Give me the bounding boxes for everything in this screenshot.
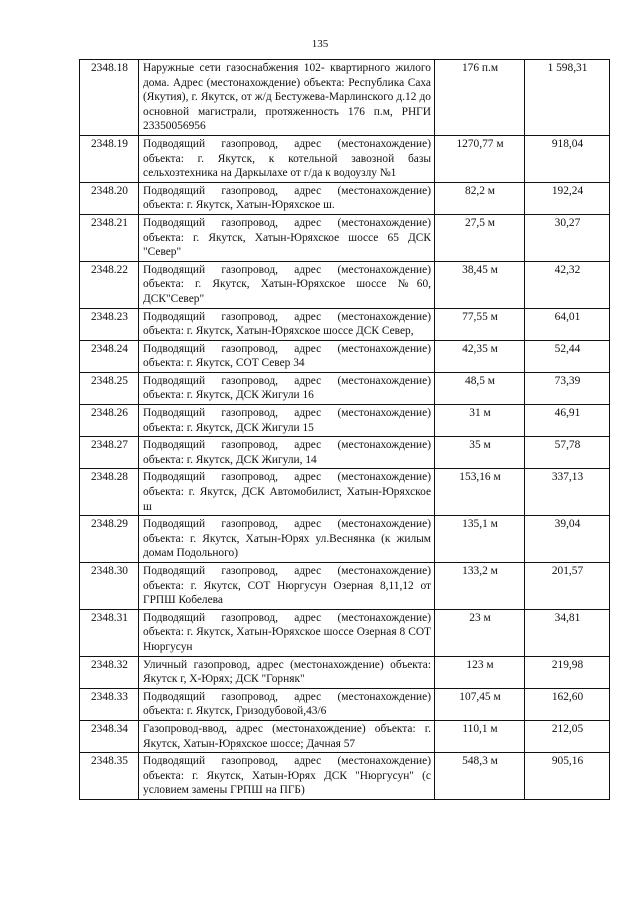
- cell-number: 2348.19: [80, 135, 139, 182]
- table-row: [80, 753, 610, 800]
- cell-value: 46,91: [525, 405, 610, 437]
- cell-length: 123 м: [435, 656, 525, 688]
- cell-length: 35 м: [435, 437, 525, 469]
- cell-number: 2348.33: [80, 688, 139, 720]
- cell-description: Газопровод-ввод, адрес (местонахождение) объекта: г. Якутск, Хатын-Юряхское шоссе; Дачная 57: [139, 720, 435, 752]
- table-row: [80, 688, 610, 720]
- cell-value: 201,57: [525, 563, 610, 610]
- cell-number: 2348.22: [80, 261, 139, 308]
- cell-number: 2348.29: [80, 516, 139, 563]
- cell-number: 2348.28: [80, 469, 139, 516]
- table-row: [80, 214, 610, 261]
- cell-description: Подводящий газопровод, адрес (местонахождение) объекта: г. Якутск, Хатын-Юрях ул.Веснянка (к жилым домам Подольного): [139, 516, 435, 563]
- cell-value: 192,24: [525, 182, 610, 214]
- cell-number: 2348.35: [80, 753, 139, 800]
- cell-value: 64,01: [525, 308, 610, 340]
- cell-value: 219,98: [525, 656, 610, 688]
- cell-description: Подводящий газопровод, адрес (местонахождение) объекта: г. Якутск, ДСК Жигули 15: [139, 405, 435, 437]
- cell-number: 2348.31: [80, 609, 139, 656]
- table-row: [80, 308, 610, 340]
- cell-length: 42,35 м: [435, 340, 525, 372]
- cell-length: 107,45 м: [435, 688, 525, 720]
- cell-length: 23 м: [435, 609, 525, 656]
- cell-description: Наружные сети газоснабжения 102- квартирного жилого дома. Адрес (местонахождение) объекта: Республика Саха (Якутия), г. Якутск, от ж/д Бестужева-Марлинского д.12 до основной магистрали, протяженность 176 п.м, РНГИ 23350056956: [139, 60, 435, 136]
- cell-length: 110,1 м: [435, 720, 525, 752]
- cell-value: 30,27: [525, 214, 610, 261]
- cell-description: Подводящий газопровод, адрес (местонахождение) объекта: г. Якутск, Гризодубовой,43/6: [139, 688, 435, 720]
- cell-number: 2348.21: [80, 214, 139, 261]
- cell-description: Подводящий газопровод, адрес (местонахождение) объекта: г. Якутск, Хатын-Юряхское шоссе №60, ДСК"Север": [139, 261, 435, 308]
- cell-length: 135,1 м: [435, 516, 525, 563]
- page-number: 135: [311, 38, 329, 50]
- cell-description: Подводящий газопровод, адрес (местонахождение) объекта: г. Якутск, Хатын-Юряхское ш.: [139, 182, 435, 214]
- cell-value: 918,04: [525, 135, 610, 182]
- cell-number: 2348.32: [80, 656, 139, 688]
- cell-number: 2348.26: [80, 405, 139, 437]
- cell-description: Подводящий газопровод, адрес (местонахождение) объекта: г. Якутск, Хатын-Юряхское шоссе ДСК Север,: [139, 308, 435, 340]
- cell-value: 73,39: [525, 372, 610, 404]
- cell-number: 2348.24: [80, 340, 139, 372]
- cell-number: 2348.18: [80, 60, 139, 136]
- cell-description: Подводящий газопровод, адрес (местонахождение) объекта: г. Якутск, Хатын-Юрях ДСК "Нюргусун" (с условием замены ГРПШ на ПГБ): [139, 753, 435, 800]
- table-row: [80, 135, 610, 182]
- table-row: [80, 182, 610, 214]
- table-row: [80, 261, 610, 308]
- cell-description: Подводящий газопровод, адрес (местонахождение) объекта: г. Якутск, Хатын-Юряхское шоссе 65 ДСК "Север": [139, 214, 435, 261]
- cell-length: 548,3 м: [435, 753, 525, 800]
- cell-length: 77,55 м: [435, 308, 525, 340]
- cell-number: 2348.23: [80, 308, 139, 340]
- registry-table: [79, 59, 610, 800]
- registry-body: [80, 60, 610, 800]
- cell-description: Подводящий газопровод, адрес (местонахождение) объекта: г. Якутск, к котельной завозной базы сельхозтехника на Даркылахе от г/да к водоузлу №1: [139, 135, 435, 182]
- cell-value: 905,16: [525, 753, 610, 800]
- cell-number: 2348.20: [80, 182, 139, 214]
- cell-length: 82,2 м: [435, 182, 525, 214]
- cell-value: 52,44: [525, 340, 610, 372]
- cell-value: 1 598,31: [525, 60, 610, 136]
- cell-value: 39,04: [525, 516, 610, 563]
- cell-length: 1270,77 м: [435, 135, 525, 182]
- table-row: [80, 656, 610, 688]
- cell-description: Уличный газопровод, адрес (местонахождение) объекта: Якутск г, Х-Юрях; ДСК "Горняк": [139, 656, 435, 688]
- cell-description: Подводящий газопровод, адрес (местонахождение) объекта: г. Якутск, ДСК Жигули, 14: [139, 437, 435, 469]
- table-row: [80, 516, 610, 563]
- cell-length: 133,2 м: [435, 563, 525, 610]
- cell-value: 57,78: [525, 437, 610, 469]
- cell-description: Подводящий газопровод, адрес (местонахождение) объекта: г. Якутск, Хатын-Юряхское шоссе Озерная 8 СОТ Нюргусун: [139, 609, 435, 656]
- cell-length: 27,5 м: [435, 214, 525, 261]
- cell-value: 42,32: [525, 261, 610, 308]
- table-row: [80, 60, 610, 136]
- cell-number: 2348.27: [80, 437, 139, 469]
- cell-value: 212,05: [525, 720, 610, 752]
- cell-length: 153,16 м: [435, 469, 525, 516]
- cell-value: 34,81: [525, 609, 610, 656]
- cell-number: 2348.25: [80, 372, 139, 404]
- table-row: [80, 340, 610, 372]
- table-row: [80, 563, 610, 610]
- cell-description: Подводящий газопровод, адрес (местонахождение) объекта: г. Якутск, ДСК Жигули 16: [139, 372, 435, 404]
- cell-number: 2348.30: [80, 563, 139, 610]
- cell-length: 176 п.м: [435, 60, 525, 136]
- cell-number: 2348.34: [80, 720, 139, 752]
- table-row: [80, 437, 610, 469]
- table-row: [80, 609, 610, 656]
- cell-value: 162,60: [525, 688, 610, 720]
- cell-description: Подводящий газопровод, адрес (местонахождение) объекта: г. Якутск, СОТ Нюргусун Озерная 8,11,12 от ГРПШ Кобелева: [139, 563, 435, 610]
- cell-length: 48,5 м: [435, 372, 525, 404]
- cell-description: Подводящий газопровод, адрес (местонахождение) объекта: г. Якутск, ДСК Автомобилист, Хатын-Юряхское ш: [139, 469, 435, 516]
- table-row: [80, 720, 610, 752]
- cell-length: 31 м: [435, 405, 525, 437]
- cell-description: Подводящий газопровод, адрес (местонахождение) объекта: г. Якутск, СОТ Север 34: [139, 340, 435, 372]
- table-row: [80, 469, 610, 516]
- table-row: [80, 372, 610, 404]
- cell-length: 38,45 м: [435, 261, 525, 308]
- table-row: [80, 405, 610, 437]
- cell-value: 337,13: [525, 469, 610, 516]
